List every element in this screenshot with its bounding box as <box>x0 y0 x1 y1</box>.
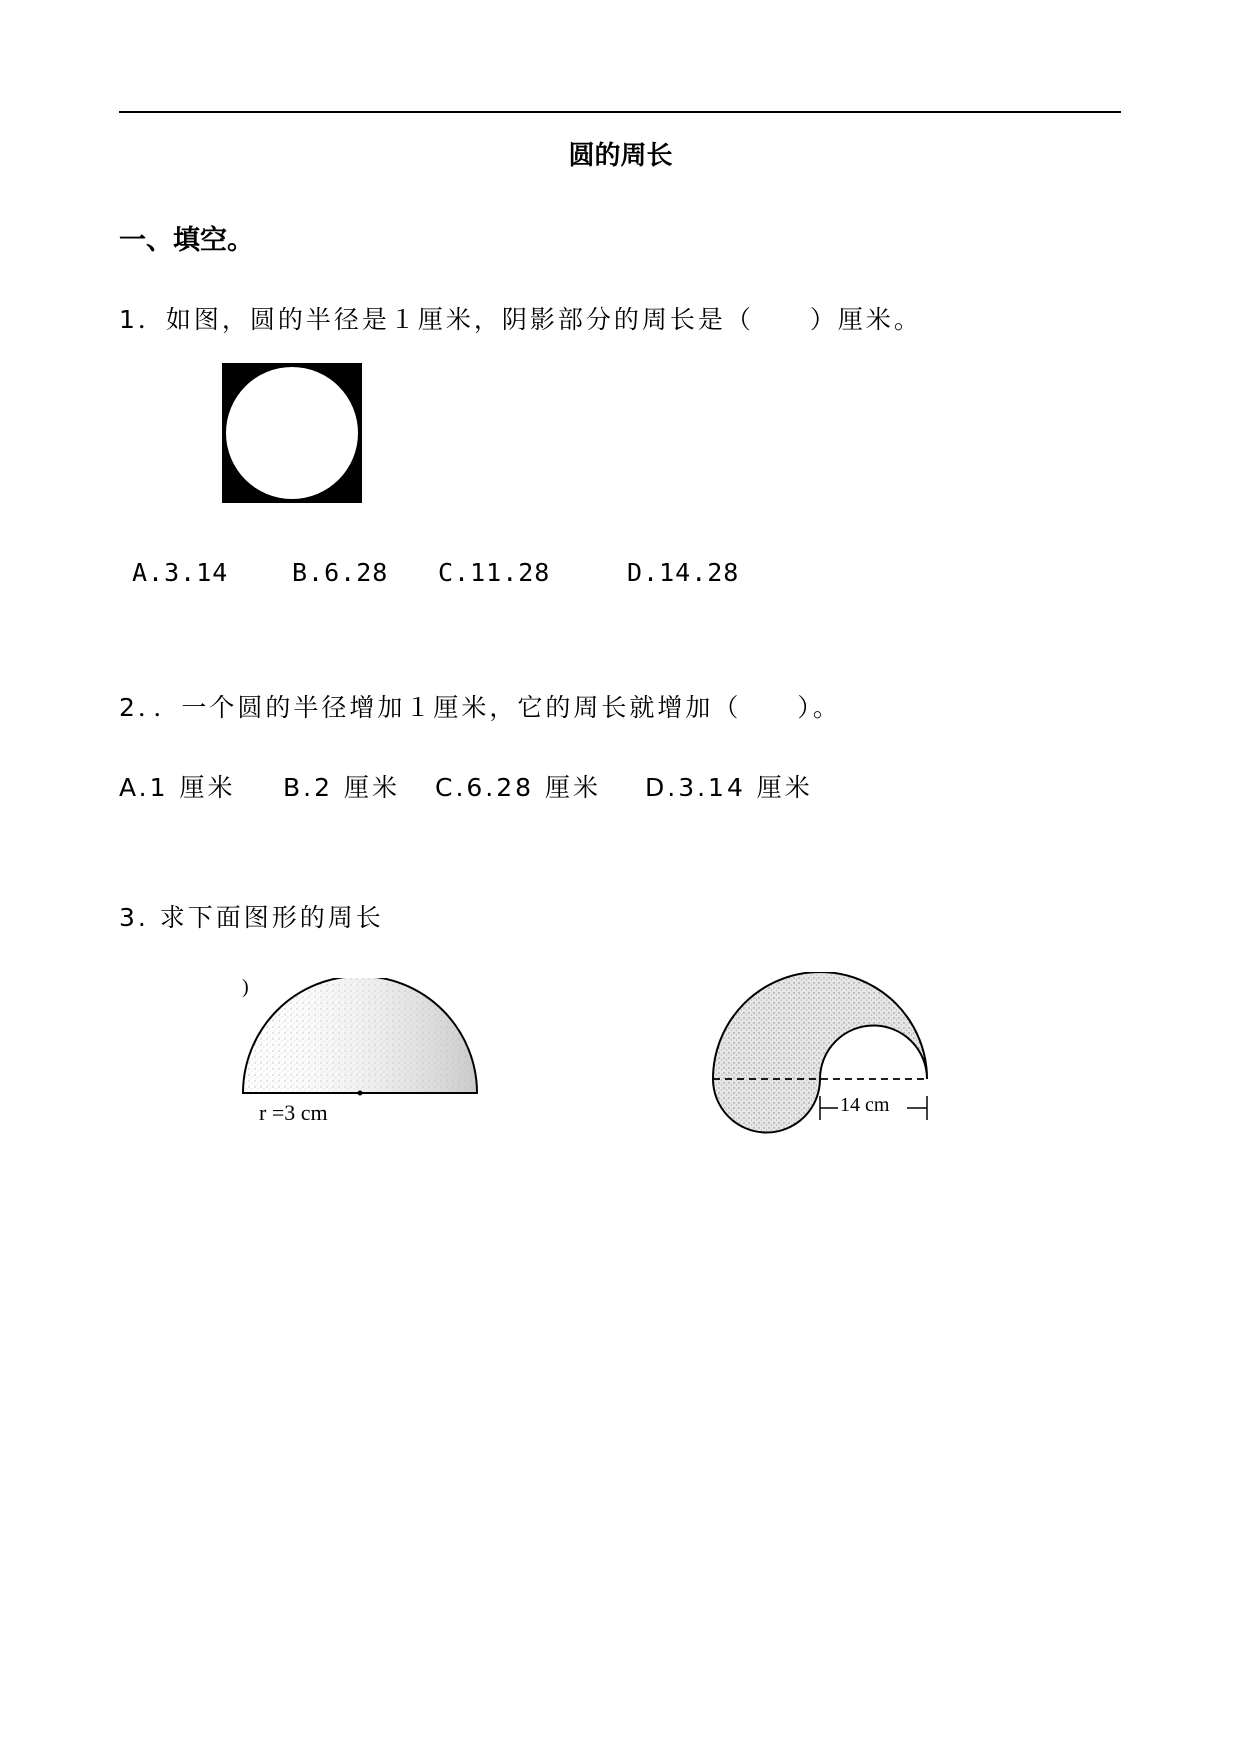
semicircle-radius-label: r =3 cm <box>259 1100 328 1125</box>
header-rule <box>119 111 1121 113</box>
question-2-option-a[interactable]: A.1 厘米 <box>119 773 236 802</box>
semicircle-outline <box>243 978 477 1093</box>
question-1-option-a[interactable]: A.3.14 <box>132 558 229 587</box>
center-point <box>358 1091 363 1096</box>
composite-shape-figure <box>703 972 933 1144</box>
composite-dimension-label: 14 cm <box>840 1094 890 1116</box>
question-3-text: 3. 求下面图形的周长 <box>119 903 384 932</box>
question-1-figure <box>222 363 362 503</box>
semicircle-stray-mark: ) <box>242 976 249 998</box>
inner-circle <box>226 367 358 499</box>
question-1-option-c[interactable]: C.11.28 <box>438 558 551 587</box>
semicircle-figure <box>236 978 486 1098</box>
question-2-option-b[interactable]: B.2 厘米 <box>283 773 400 802</box>
question-1-option-d[interactable]: D.14.28 <box>627 558 740 587</box>
question-2-text: 2．．一个圆的半径增加１厘米，它的周长就增加（ ）。 <box>119 693 841 722</box>
question-2-option-d[interactable]: D.3.14 厘米 <box>645 773 813 802</box>
question-1-text: 1．如图，圆的半径是１厘米，阴影部分的周长是（ ）厘米。 <box>119 305 922 334</box>
question-2-option-c[interactable]: C.6.28 厘米 <box>435 773 602 802</box>
section-heading: 一、填空。 <box>119 225 254 256</box>
question-1-option-b[interactable]: B.6.28 <box>292 558 389 587</box>
page-title: 圆的周长 <box>568 141 673 171</box>
